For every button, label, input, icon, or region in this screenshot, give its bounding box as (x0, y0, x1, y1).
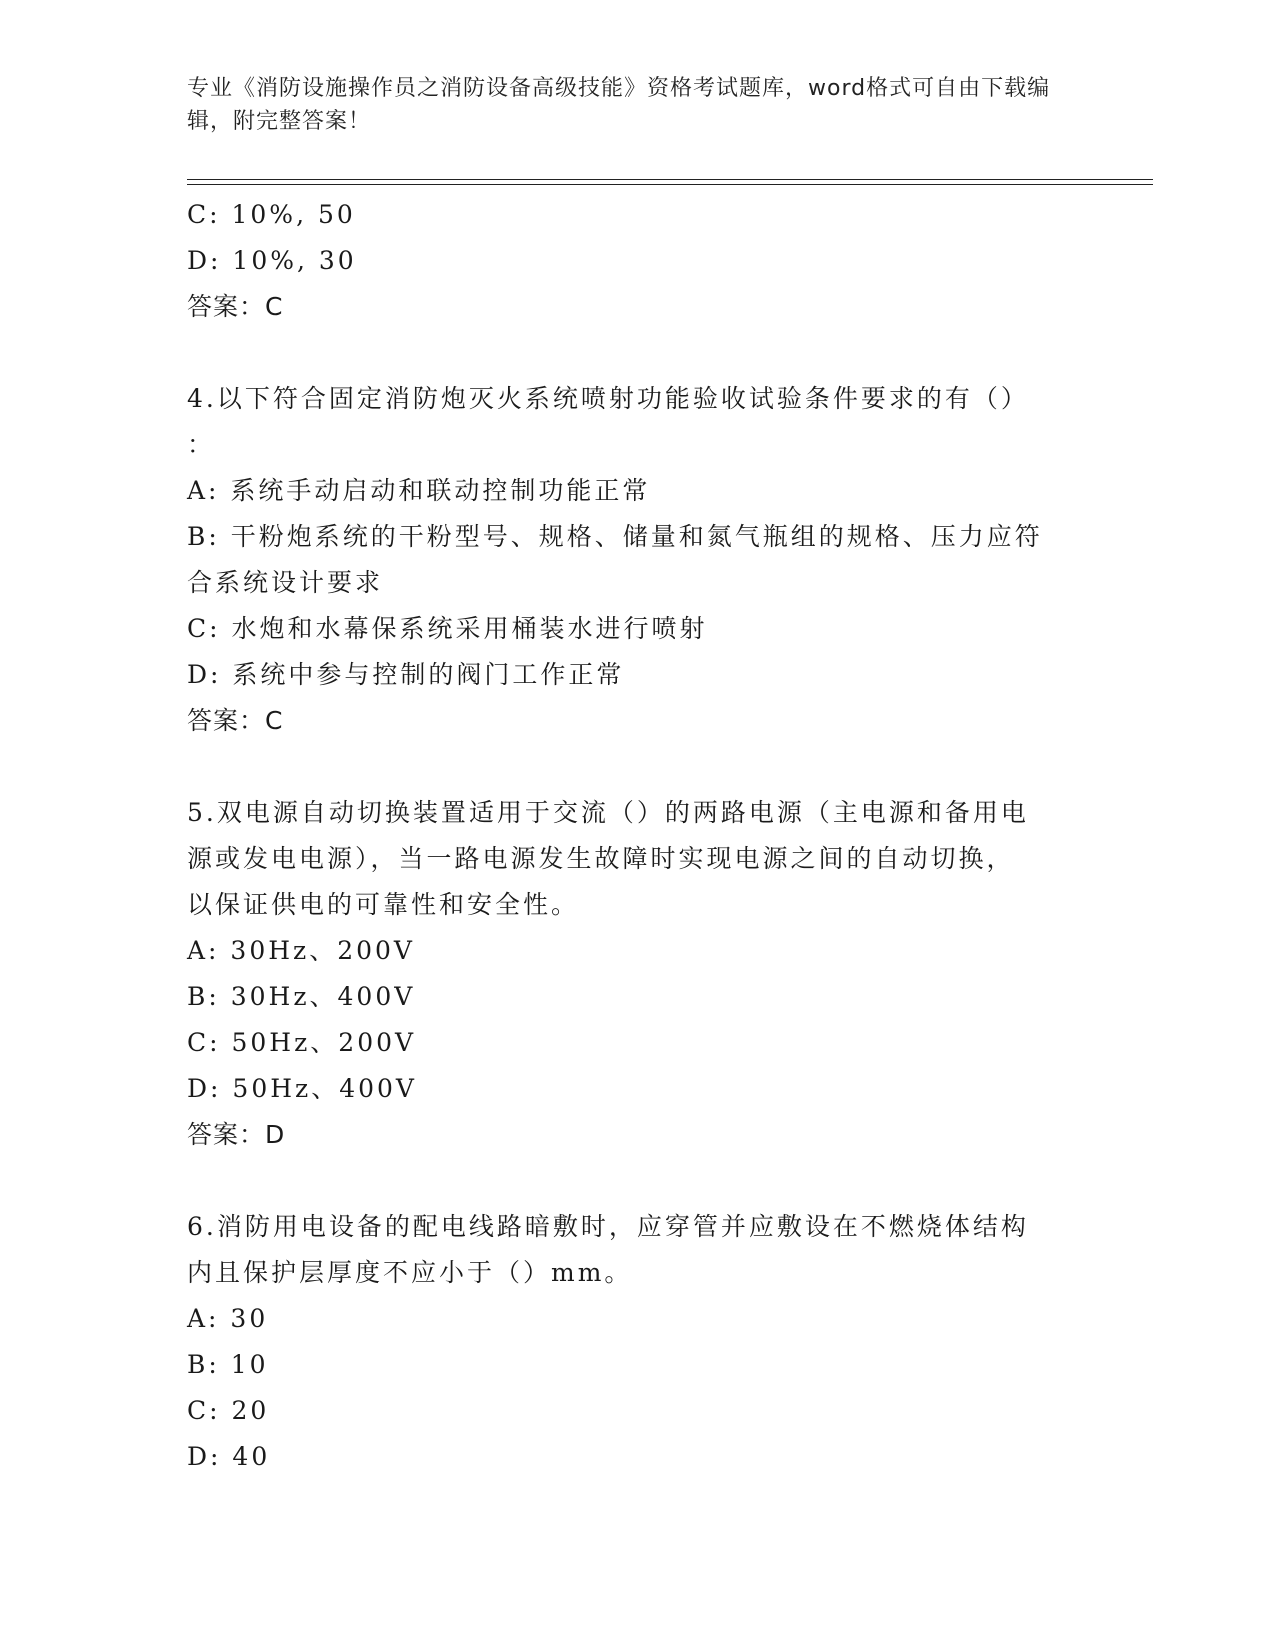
question-5 (187, 790, 1087, 1158)
spacer (187, 330, 1087, 376)
question-stem: 以保证供电的可靠性和安全性。 (187, 890, 580, 919)
option-c: C: 10%, 50 (187, 200, 356, 229)
answer-line: 答案：C (187, 292, 284, 321)
document-body (187, 192, 1087, 1480)
option-d: D: 系统中参与控制的阀门工作正常 (187, 660, 625, 689)
option-b: B: 10 (187, 1350, 269, 1379)
question-stem: 4.以下符合固定消防炮灭火系统喷射功能验收试验条件要求的有（） (187, 384, 1029, 413)
spacer (187, 744, 1087, 790)
option-d: D: 50Hz、400V (187, 1074, 417, 1103)
option-b: B: 干粉炮系统的干粉型号、规格、储量和氮气瓶组的规格、压力应符 (187, 522, 1043, 551)
question-stem: 5.双电源自动切换装置适用于交流（）的两路电源（主电源和备用电 (187, 798, 1029, 827)
header-rule-top (187, 179, 1153, 180)
question-3-continuation (187, 192, 1087, 330)
option-d: D: 10%, 30 (187, 246, 357, 275)
option-b: B: 30Hz、400V (187, 982, 416, 1011)
option-a: A: 30 (187, 1304, 269, 1333)
document-header: 专业《消防设施操作员之消防设备高级技能》资格考试题库，word格式可自由下载编辑，附完整答案！ (187, 76, 1051, 134)
question-stem: 源或发电电源），当一路电源发生故障时实现电源之间的自动切换， (187, 844, 1015, 873)
question-6 (187, 1204, 1087, 1480)
question-stem: ： (187, 430, 216, 459)
option-c: C: 20 (187, 1396, 270, 1425)
option-c: C: 50Hz、200V (187, 1028, 417, 1057)
question-stem: 内且保护层厚度不应小于（）mm。 (187, 1258, 633, 1287)
option-d: D: 40 (187, 1442, 271, 1471)
answer-line: 答案：C (187, 706, 284, 735)
option-a: A: 30Hz、200V (187, 936, 415, 965)
option-a: A: 系统手动启动和联动控制功能正常 (187, 476, 651, 505)
option-b-continued: 合系统设计要求 (187, 568, 384, 597)
question-stem: 6.消防用电设备的配电线路暗敷时，应穿管并应敷设在不燃烧体结构 (187, 1212, 1029, 1241)
option-c: C: 水炮和水幕保系统采用桶装水进行喷射 (187, 614, 708, 643)
question-4 (187, 376, 1087, 744)
answer-line: 答案：D (187, 1120, 286, 1149)
spacer (187, 1158, 1087, 1204)
header-rule-bottom (187, 184, 1153, 185)
